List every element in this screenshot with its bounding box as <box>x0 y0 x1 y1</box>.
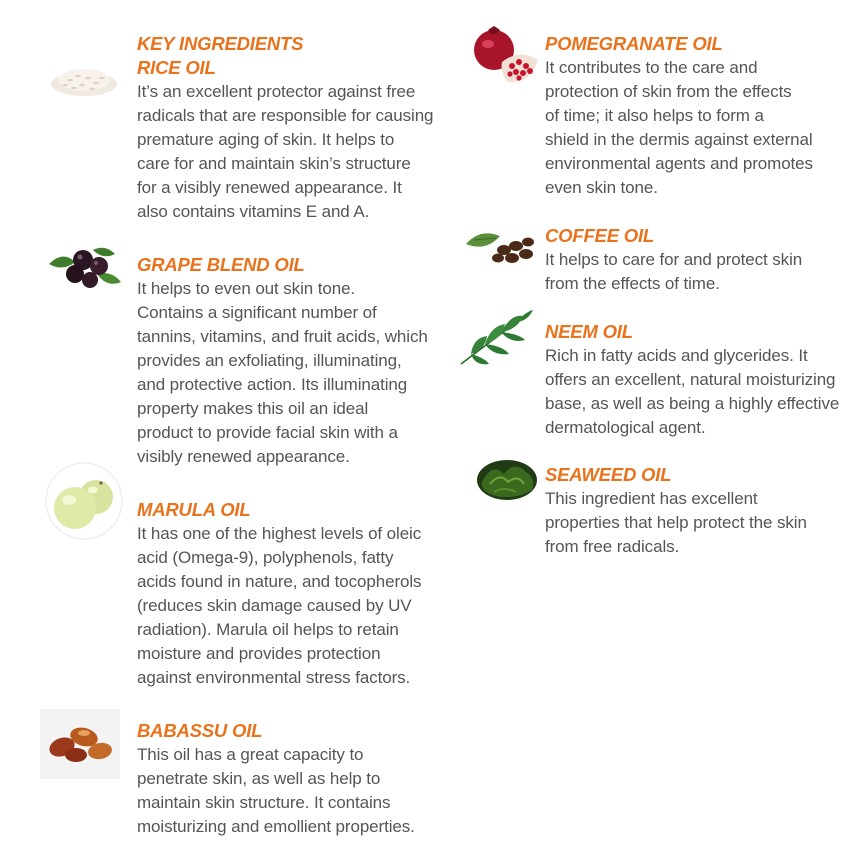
ingredient-title: BABASSU OIL <box>137 720 263 741</box>
ingredient-description: This ingredient has excellent properties that help protect the skin from free radicals. <box>545 489 807 556</box>
section-heading: KEY INGREDIENTS <box>137 33 304 54</box>
coffee-icon <box>464 222 540 268</box>
ingredient-description: It contributes to the care and protection of skin from the effects of time; it also helps to form a shield in the dermis against external environmental agents and promotes even skin tone. <box>545 58 813 197</box>
seaweed-icon <box>474 456 540 502</box>
babassu-icon <box>40 709 120 779</box>
ingredient-title: NEEM OIL <box>545 321 633 342</box>
ingredient-description: Rich in fatty acids and glycerides. It offers an excellent, natural moisturizing base, as well as being a highly effective dermatological agent. <box>545 346 840 437</box>
ingredient-seaweed <box>545 463 807 559</box>
pomegranate-icon <box>464 26 542 88</box>
ingredient-grape <box>137 253 428 469</box>
grape-icon <box>45 242 125 292</box>
rice-icon <box>48 58 120 100</box>
marula-icon <box>45 460 123 542</box>
ingredient-title: SEAWEED OIL <box>545 464 672 485</box>
ingredient-title: COFFEE OIL <box>545 225 655 246</box>
ingredient-marula <box>137 498 421 690</box>
ingredient-neem <box>545 320 839 440</box>
ingredient-coffee <box>545 224 802 296</box>
ingredient-description: This oil has a great capacity to penetrate skin, as well as help to maintain skin structure. It contains moisturizing and emollient properties. <box>137 745 415 836</box>
ingredient-pomegranate <box>545 32 813 200</box>
ingredient-description: It helps to even out skin tone. Contains a significant number of tannins, vitamins, and fruit acids, which provides an exfoliating, illuminating, and protective action. Its illuminating property makes this oil an ideal product to provide facial skin with a visibly renewed appearance. <box>137 279 428 466</box>
ingredient-babassu <box>137 719 415 839</box>
ingredient-description: It’s an excellent protector against free radicals that are responsible for causing premature aging of skin. It helps to care for and maintain skin’s structure for a visibly renewed appearance. It also contains vitamins E and A. <box>137 82 434 221</box>
ingredient-title: MARULA OIL <box>137 499 251 520</box>
ingredient-title: RICE OIL <box>137 57 216 78</box>
ingredient-title: GRAPE BLEND OIL <box>137 254 305 275</box>
ingredient-title: POMEGRANATE OIL <box>545 33 723 54</box>
ingredient-description: It helps to care for and protect skin from the effects of time. <box>545 250 803 293</box>
ingredient-rice <box>137 32 433 224</box>
ingredient-description: It has one of the highest levels of oleic acid (Omega-9), polyphenols, fatty acids found in nature, and tocopherols (reduces skin damage caused by UV radiation). Marula oil helps to retain moisture and provides protection against environmental stress factors. <box>137 524 422 687</box>
neem-leaf-icon <box>455 308 535 368</box>
